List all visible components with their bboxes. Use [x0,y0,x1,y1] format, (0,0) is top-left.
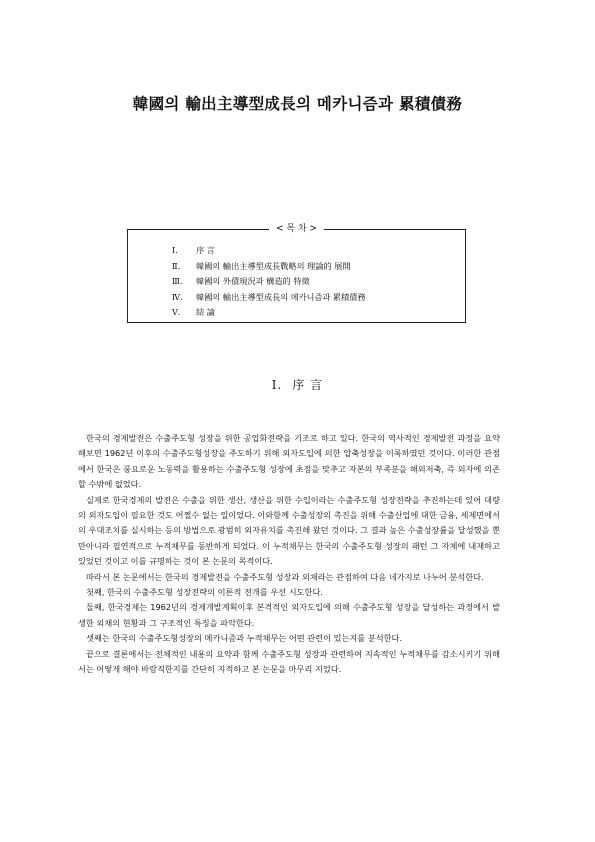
toc-item-label: 結 論 [196,307,215,317]
toc-item [172,259,366,275]
section-number: Ⅰ. [271,378,283,392]
paragraph: 따라서 본 논문에서는 한국의 경제발전을 수출주도형 성장과 외채라는 관점하여 다음 네가지로 나누어 분석한다. [86,571,484,582]
toc-item-number: Ⅱ. [172,260,181,271]
paragraph: 끝으로 결론에서는 전체적인 내용의 요약과 함께 수출주도형 성장과 관련하여 지속적인 누적채무를 감소시키기 위해서는 어떻게 해야 바람직한지를 간단히 지적하고 본 논문을 마무리 지었다. [78,648,500,675]
toc-item-number: Ⅰ. [172,245,178,255]
toc-item-number: Ⅳ. [172,291,183,302]
section-body [78,431,500,678]
table-of-contents [127,224,466,323]
paragraph: 셋째는 한국의 수출주도형성장의 메카니즘과 누적채무는 어떤 관련이 있는지를 분석한다. [86,633,403,644]
paragraph: 실제로 한국경제의 발전은 수출을 위한 생산, 생산을 위한 수입이라는 수출주도형 성장전략을 추진하는데 있어 대량의 외자도입이 필요한 것도 어쩔수 없는 일이었다. 이와함께 수출성장의 촉진을 위해 수출산업에 대한 금융, 세제면에서의 우대조치를 실시하는 등의 방법으로 광범히 외자유치를 촉진해 왔던 것이다. 그 결과 높은 수출성장률을 달성했을 뿐만아니라 필연적으로 누적채무를 동반하게 되었다. 이 누적채무는 한국의 수출주도형 성장의 패턴 그 자체에 내재하고 있었던 것이고 이를 규명하는 것이 본 논문의 목적이다. [78,494,500,567]
toc-item [172,305,366,321]
toc-item-number: Ⅴ. [172,307,181,317]
toc-heading [128,223,465,235]
paragraph: 첫째, 한국의 수출주도형 성장전략의 이론적 전개를 우선 시도한다. [86,587,323,598]
toc-item [172,290,366,306]
paragraph: 한국의 경제발전은 수출주도형 성장을 위한 공업화전략을 기조로 하고 있다. 한국의 역사적인 경제발전 과정을 요약해보면 1962년 이후의 수출주도형성장을 주도하기 위해 외자도입에 의한 압축성장을 이룩하였던 것이다. 이러한 관점에서 한국은 풍요로운 노동력을 활용하는 수출주도형 성장에 초점을 맞추고 자본의 부족분을 해외저축, 즉 외자에 의존할 수밖에 없었다. [78,433,500,490]
toc-item [172,274,366,290]
toc-item-label: 韓國의 輸出主導型成長의 메카니즘과 累積債務 [196,291,366,302]
toc-item-label: 韓國의 外債現況과 構造的 特徵 [196,276,310,286]
section-title: 序 言 [292,378,324,392]
toc-item [172,243,366,259]
toc-item-label: 韓國의 輸出主導型成長戰略의 理論的 展開 [196,260,351,271]
toc-heading-text: < 목 차 > [269,224,324,234]
section-heading [0,376,595,393]
toc-item-number: Ⅲ. [172,276,183,286]
toc-list [172,243,366,321]
toc-item-label: 序 言 [196,245,215,255]
page-title: 韓國의 輸出主導型成長의 메카니즘과 累積債務 [132,94,463,113]
paragraph: 둘째, 한국경제는 1962년의 경제개발계획이후 본격적인 외자도입에 의해 수출주도형 성장을 달성하는 과정에서 발생한 외채의 현황과 그 구조적인 특징을 파악한다. [78,602,500,628]
